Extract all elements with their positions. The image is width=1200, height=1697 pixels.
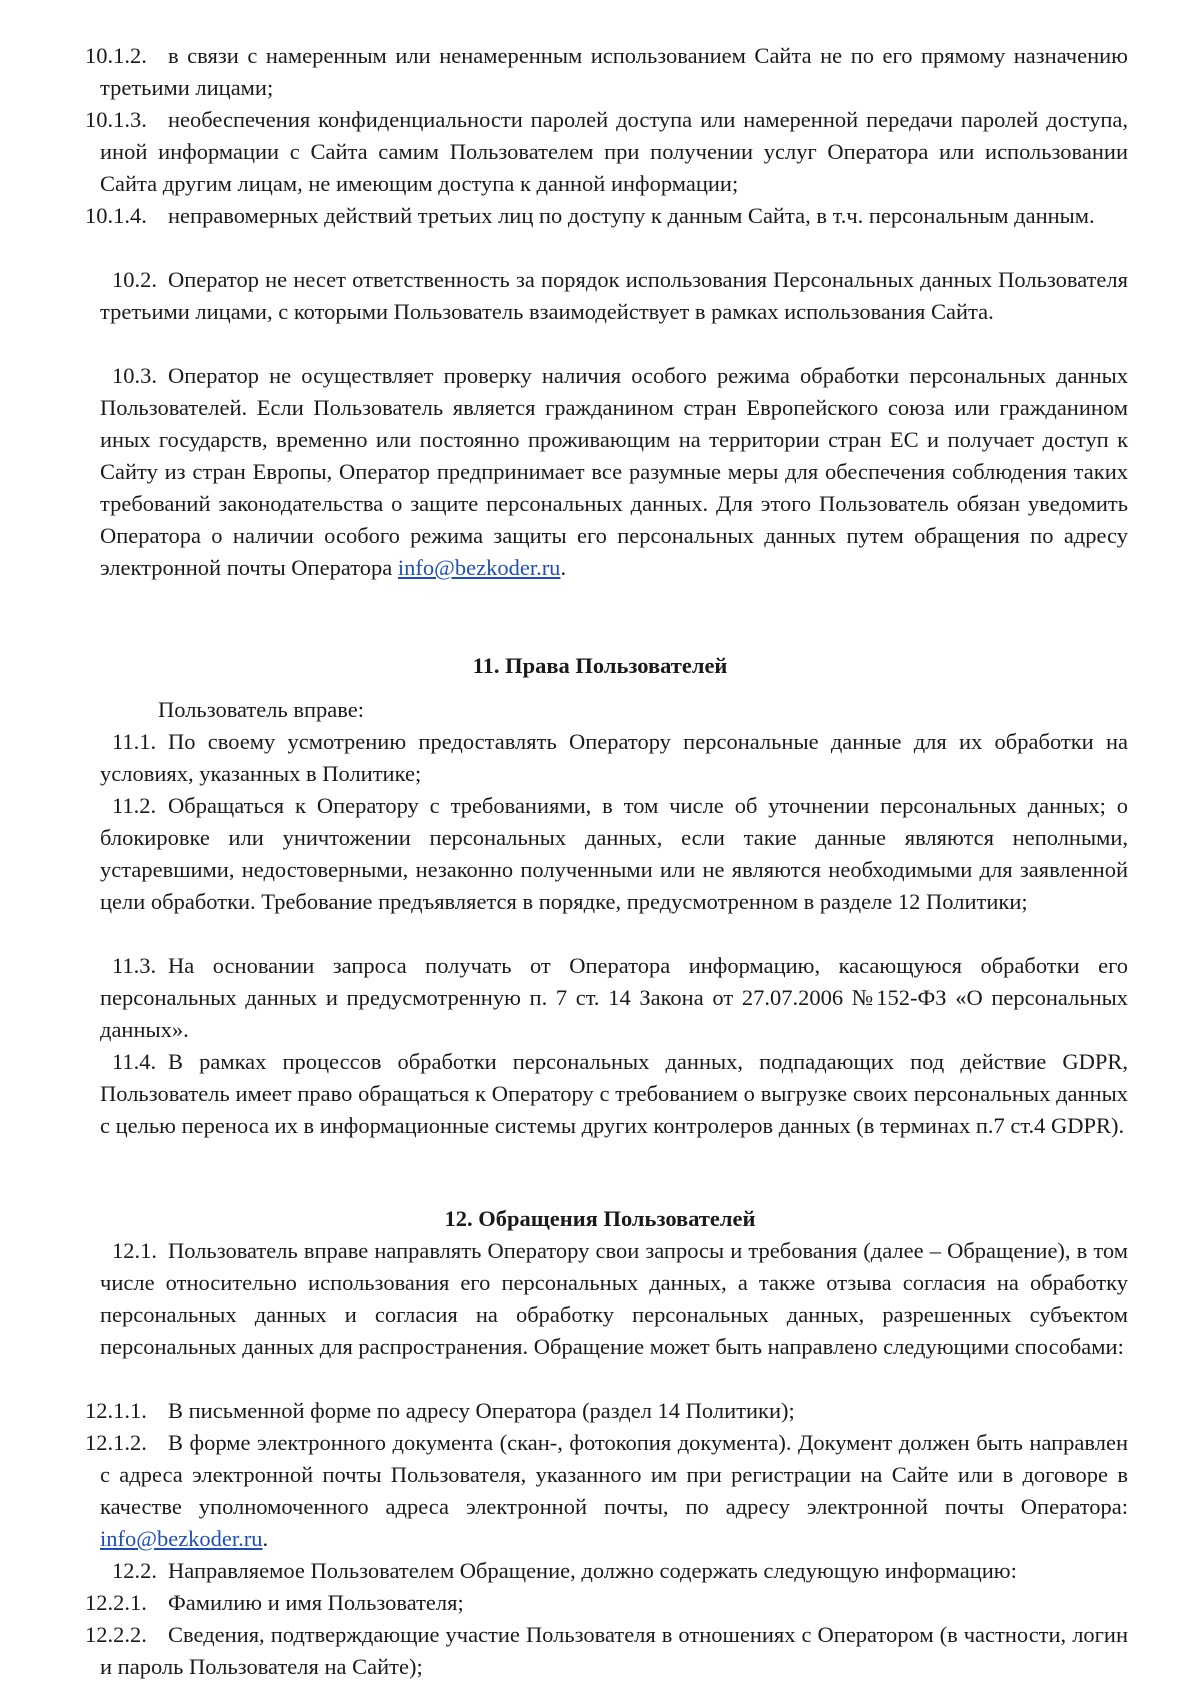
clause-text: в связи с намеренным или ненамеренным использованием Сайта не по его прямому назначению третьими лицами; [100,43,1128,100]
clause-number: 10.3. [112,363,157,388]
clause-number: 12.1. [112,1238,157,1263]
clause-text: необеспечения конфиденциальности паролей доступа или намеренной передачи паролей доступа, иной информации с Сайта самим Пользователем при получении услуг Оператора или использовании Сайта другим лицам, не имеющим доступа к данной информации; [100,107,1128,196]
clause-text: Направляемое Пользователем Обращение, должно содержать следующую информацию: [168,1558,1017,1583]
clause-paragraph [100,726,1128,790]
clause-number: 11.3. [112,953,157,978]
clause-paragraph [100,1555,1128,1587]
clause-paragraph [85,1395,1128,1427]
clause-text: Оператор не несет ответственность за порядок использования Персональных данных Пользователя третьими лицами, с которыми Пользователь взаимодействует в рамках использования Сайта. [100,267,1128,324]
clause-number: 10.1.4. [85,203,147,228]
clause-paragraph [85,1587,1128,1619]
clause-paragraph [85,200,1128,232]
clause-number: 12.2.2. [85,1622,147,1647]
trailing-punctuation: . [560,555,567,580]
clause-paragraph [100,950,1128,1046]
email-link[interactable]: info@bezkoder.ru [397,555,561,580]
clause-number: 12.2. [112,1558,157,1583]
section-heading: 11. Права Пользователей [472,653,728,678]
clause-paragraph [100,1235,1128,1363]
clause-paragraph [85,1427,1128,1555]
clause-number: 10.1.3. [85,107,147,132]
clause-paragraph [100,360,1128,584]
clause-paragraph [100,1046,1128,1142]
clause-text: По своему усмотрению предоставлять Оператору персональные данные для их обработки на условиях, указанных в Политике; [100,729,1128,786]
clause-number: 11.1. [112,729,157,754]
clause-number: 11.4. [112,1049,157,1074]
clause-number: 11.2. [112,793,157,818]
clause-number: 10.1.2. [85,43,147,68]
clause-text: Пользователь вправе направлять Оператору свои запросы и требования (далее – Обращение), в том числе относительно использования его персональных данных, а также отзыва согласия на обработку персональных данных и согласия на обработку персональных данных, разрешенных субъектом персональных данных для распространения. Обращение может быть направлено следующими способами: [100,1238,1128,1359]
section-intro: Пользователь вправе: [158,697,364,722]
section-heading: 12. Обращения Пользователей [444,1206,756,1231]
clause-text: неправомерных действий третьих лиц по доступу к данным Сайта, в т.ч. персональным данным. [168,203,1095,228]
clause-text: На основании запроса получать от Оператора информацию, касающуюся обработки его персональных данных и предусмотренную п. 7 ст. 14 Закона от 27.07.2006 №152-ФЗ «О персональных данных». [100,953,1128,1042]
clause-text: В письменной форме по адресу Оператора (раздел 14 Политики); [168,1398,795,1423]
clause-text: Обращаться к Оператору с требованиями, в том числе об уточнении персональных данных; о блокировке или уничтожении персональных данных, если такие данные являются неполными, устаревшими, недостоверными, незаконно полученными или не являются необходимыми для заявленной цели обработки. Требование предъявляется в порядке, предусмотренном в разделе 12 Политики; [100,793,1128,914]
clause-text: В рамках процессов обработки персональных данных, подпадающих под действие GDPR, Пользователь имеет право обращаться к Оператору с требованием о выгрузке своих персональных данных с целью переноса их в информационные системы других контролеров данных (в терминах п.7 ст.4 GDPR). [100,1049,1128,1138]
clause-number: 12.2.1. [85,1590,147,1615]
clause-paragraph [100,790,1128,918]
clause-paragraph [85,1619,1128,1683]
clause-text: Фамилию и имя Пользователя; [168,1590,464,1615]
clause-text: Оператор не осуществляет проверку наличия особого режима обработки персональных данных Пользователей. Если Пользователь является гражданином стран Европейского союза или гражданином иных государств, временно или постоянно проживающим на территории стран ЕС и получает доступ к Сайту из стран Европы, Оператор предпринимает все разумные меры для обеспечения соблюдения таких требований законодательства о защите персональных данных. Для этого Пользователь обязан уведомить Оператора о наличии особого режима защиты его персональных данных путем обращения по адресу электронной почты Оператора [100,363,1128,580]
trailing-punctuation: . [262,1526,269,1551]
clause-paragraph [85,104,1128,200]
email-link[interactable]: info@bezkoder.ru [100,1526,263,1551]
clause-number: 12.1.1. [85,1398,147,1423]
clause-paragraph [100,264,1128,328]
clause-paragraph [85,40,1128,104]
clause-number: 10.2. [112,267,157,292]
clause-text: Сведения, подтверждающие участие Пользователя в отношениях с Оператором (в частности, логин и пароль Пользователя на Сайте); [100,1622,1128,1679]
clause-text: В форме электронного документа (скан-, фотокопия документа). Документ должен быть направлен с адреса электронной почты Пользователя, указанного им при регистрации на Сайте или в договоре в качестве уполномоченного адреса электронной почты, по адресу электронной почты Оператора: [100,1430,1128,1519]
clause-number: 12.1.2. [85,1430,147,1455]
